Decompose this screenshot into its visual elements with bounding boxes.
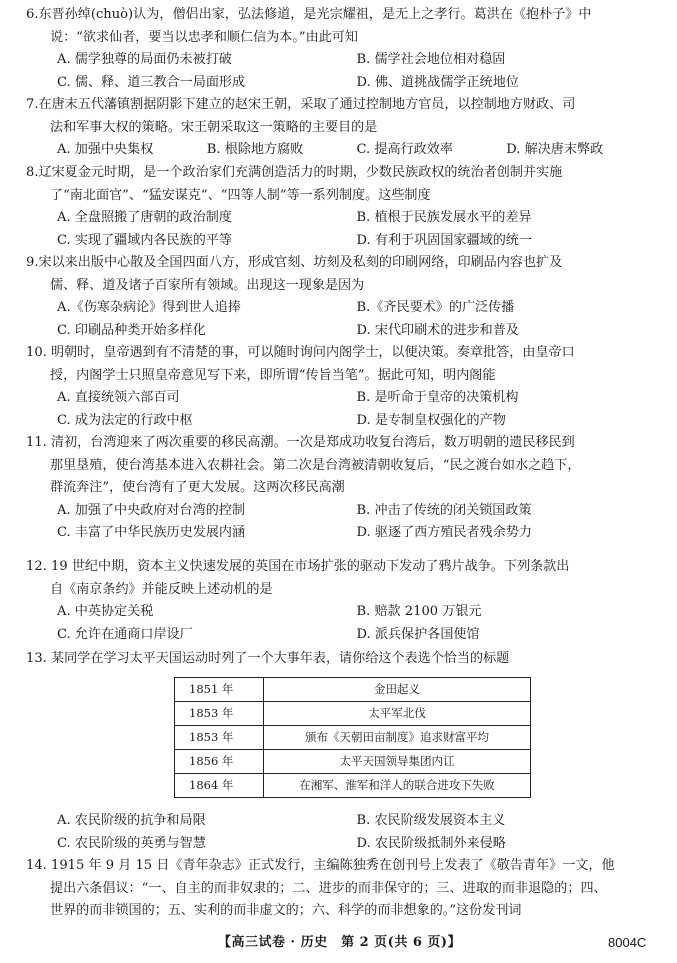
question-stem-line: 提出六条倡议：“一、自主的而非奴隶的；二、进步的而非保守的；三、进取的而非退隐的；四、 xyxy=(50,880,607,896)
footer-title: 【高三试卷 · 历史 第 2 页(共 6 页)】 xyxy=(218,935,462,950)
timeline-event: 金田起义 xyxy=(264,678,531,702)
timeline-event: 太平天国领导集团内讧 xyxy=(264,750,531,774)
option-a[interactable]: A.《伤寒杂病论》得到世人追捧 xyxy=(57,300,241,316)
option-a[interactable]: A. 加强中央集权 xyxy=(57,142,154,158)
option-b[interactable]: B. 根除地方腐败 xyxy=(206,142,304,158)
question-stem-line: 9.宋以来出版中心散及全国四面八方，形成官刻、坊刻及私刻的印刷网络，印刷品内容也扩及 xyxy=(26,255,563,270)
option-b[interactable]: B.《齐民要术》的广泛传播 xyxy=(356,300,515,316)
option-b[interactable]: B. 农民阶级发展资本主义 xyxy=(356,813,506,828)
question-10 xyxy=(26,342,656,432)
option-group xyxy=(26,387,656,432)
timeline-year: 1853 年 xyxy=(175,702,264,726)
question-13-options xyxy=(26,810,656,855)
question-stem-line: 说：“欲求仙者，要当以忠孝和顺仁信为本。”由此可知 xyxy=(50,29,358,45)
question-11 xyxy=(26,432,656,545)
option-d[interactable]: D. 是专制皇权强化的产物 xyxy=(356,412,506,428)
option-b[interactable]: B. 赔款 2100 万银元 xyxy=(356,604,482,620)
question-stem-line: 6.东晋孙绰(chuò)认为，僧侣出家，弘法修道，是光宗耀祖，是无上之孝行。葛洪在《抱朴子》中 xyxy=(26,7,592,22)
question-stem-line: 11. 清初，台湾迎来了两次重要的移民高潮。一次是郑成功收复台湾后，数万明朝的遗民移民到 xyxy=(26,435,575,450)
option-b[interactable]: B. 儒学社会地位相对稳固 xyxy=(356,52,506,68)
question-6 xyxy=(26,4,656,94)
question-stem-line: 授，内阁学士只照皇帝意见写下来，即所谓“传旨当笔”。据此可知，明内阁能 xyxy=(50,367,496,383)
option-c[interactable]: C. 儒、释、道三教合一局面形成 xyxy=(57,74,246,90)
question-9 xyxy=(26,252,656,342)
question-stem-line: 12. 19 世纪中期，资本主义快速发展的英国在市场扩张的驱动下发动了鸦片战争。下列条款出 xyxy=(26,559,570,574)
option-d[interactable]: D. 佛、道挑战儒学正统地位 xyxy=(356,74,519,90)
question-stem-line: 世界的而非锁国的；五、实利的而非虚文的；六、科学的而非想象的。”这份发刊词 xyxy=(50,903,522,919)
table-row xyxy=(175,750,531,774)
timeline-event: 颁布《天朝田亩制度》追求财富平均 xyxy=(264,726,531,750)
option-group xyxy=(26,297,656,342)
option-group xyxy=(26,139,656,162)
question-stem-line: 那里垦殖，使台湾基本进入农耕社会。第二次是台湾被清朝收复后，“民之渡台如水之趋下， xyxy=(50,457,581,473)
footer-code: 8004C xyxy=(608,935,647,950)
question-stem-line: 儒、释、道及诸子百家所有领域。出现这一现象是因为 xyxy=(50,277,365,293)
option-d[interactable]: D. 宋代印刷术的进步和普及 xyxy=(356,322,519,338)
option-b[interactable]: B. 冲击了传统的闭关锁国政策 xyxy=(356,502,532,518)
table-row xyxy=(175,678,531,702)
question-stem-line: 群流奔注”，使台湾有了更大发展。这两次移民高潮 xyxy=(50,480,345,496)
question-8 xyxy=(26,162,656,252)
option-d[interactable]: D. 有利于巩固国家疆域的统一 xyxy=(356,232,532,248)
timeline-event: 在湘军、淮军和洋人的联合进攻下失败 xyxy=(264,774,531,798)
timeline-year: 1864 年 xyxy=(175,774,264,798)
option-group xyxy=(26,601,656,646)
option-c[interactable]: C. 印刷品种类开始多样化 xyxy=(57,322,206,338)
option-a[interactable]: A. 全盘照搬了唐朝的政治制度 xyxy=(57,210,232,226)
option-c[interactable]: C. 成为法定的行政中枢 xyxy=(57,412,193,428)
option-c[interactable]: C. 实现了疆域内各民族的平等 xyxy=(57,232,233,248)
timeline-year: 1851 年 xyxy=(175,678,264,702)
option-a[interactable]: A. 直接统领六部百司 xyxy=(57,390,180,406)
table-row xyxy=(175,726,531,750)
table-row xyxy=(175,702,531,726)
option-c[interactable]: C. 农民阶级的英勇与智慧 xyxy=(57,835,206,851)
timeline-table xyxy=(174,677,531,798)
option-group xyxy=(26,810,656,855)
option-a[interactable]: A. 农民阶级的抗争和局限 xyxy=(57,813,206,828)
option-b[interactable]: B. 是听命于皇帝的决策机构 xyxy=(356,390,519,406)
question-stem-line: 自《南京条约》并能反映上述动机的是 xyxy=(50,581,273,597)
option-d[interactable]: D. 派兵保护各国使馆 xyxy=(356,626,480,642)
option-a[interactable]: A. 中英协定关税 xyxy=(57,604,154,620)
option-d[interactable]: D. 驱逐了西方殖民者残余势力 xyxy=(356,525,532,541)
question-stem-line: 8.辽宋夏金元时期，是一个政治家们充满创造活力的时期，少数民族政权的统治者创制并实施 xyxy=(26,165,563,180)
table-row xyxy=(175,774,531,798)
option-c[interactable]: C. 允许在通商口岸设厂 xyxy=(57,626,193,642)
option-a[interactable]: A. 儒学独尊的局面仍未被打破 xyxy=(57,52,232,68)
option-group xyxy=(26,207,656,252)
option-group xyxy=(26,500,656,545)
option-b[interactable]: B. 植根于民族发展水平的差异 xyxy=(356,210,532,226)
question-stem-line: 10. 明朝时，皇帝遇到有不清楚的事，可以随时询问内阁学士，以便决策。奏章批答，由皇帝口 xyxy=(26,345,575,360)
question-14 xyxy=(26,855,656,923)
question-stem-line: 7.在唐末五代藩镇割据阴影下建立的赵宋王朝，采取了通过控制地方官员，以控制地方财政、司 xyxy=(26,97,576,112)
question-7 xyxy=(26,94,656,162)
question-stem-line: 了“南北面官”、“猛安谋克”、“四等人制”等一系列制度。这些制度 xyxy=(50,187,431,203)
option-a[interactable]: A. 加强了中央政府对台湾的控制 xyxy=(57,502,245,518)
timeline-year: 1856 年 xyxy=(175,750,264,774)
option-d[interactable]: D. 解决唐末弊政 xyxy=(506,142,604,158)
option-d[interactable]: D. 农民阶级抵制外来侵略 xyxy=(356,835,506,851)
question-stem-line: 法和军事大权的策略。宋王朝采取这一策略的主要目的是 xyxy=(50,119,378,135)
option-group xyxy=(26,49,656,94)
option-c[interactable]: C. 丰富了中华民族历史发展内涵 xyxy=(57,525,246,541)
question-12 xyxy=(26,556,656,646)
question-13 xyxy=(26,648,656,671)
timeline-event: 太平军北伐 xyxy=(264,702,531,726)
option-c[interactable]: C. 提高行政效率 xyxy=(356,142,453,158)
question-stem-line: 14. 1915 年 9 月 15 日《青年杂志》正式发行，主编陈独秀在创刊号上发表了《敬告青年》一文，他 xyxy=(26,858,615,873)
timeline-year: 1853 年 xyxy=(175,726,264,750)
question-stem-line: 13. 某同学在学习太平天国运动时列了一个大事年表，请你给这个表选个恰当的标题 xyxy=(26,651,510,666)
